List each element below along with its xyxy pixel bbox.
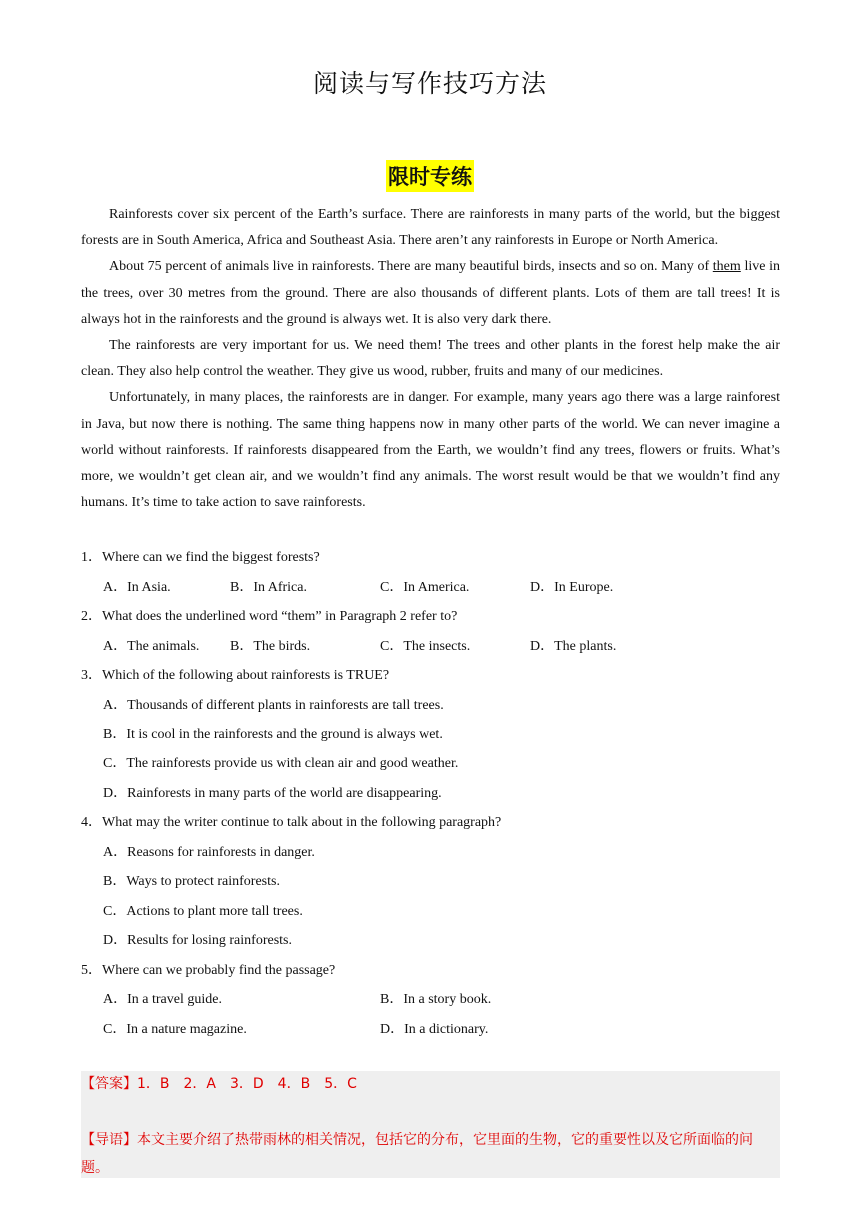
q3-option-d: D．Rainforests in many parts of the world are disappearing. xyxy=(103,786,442,801)
question-4-stem: 4．What may the writer continue to talk about in the following paragraph? xyxy=(81,815,502,830)
paragraph-2: About 75 percent of animals live in rainforests. There are many beautiful birds, insects and so on. Many of them live in the trees, over 30 metres from the ground. There are also thousands of different plants. Lots of them are tall trees! It is always hot in the rainforests and the ground is always wet. It is also very dark there. xyxy=(81,259,780,327)
q1-option-a: A．In Asia. xyxy=(103,580,171,595)
guide-text: 【导语】本文主要介绍了热带雨林的相关情况，包括它的分布，它里面的生物，它的重要性以及它所面临的问题。 xyxy=(81,1132,753,1176)
paragraph-4: Unfortunately, in many places, the rainforests are in danger. For example, many years ago there was a large rainforest in Java, but now there is nothing. The same thing happens now in many other parts of the world. We can never imagine a world without rainforests. If rainforests disappeared from the Earth, we wouldn’t find any trees, flowers or fruits. What’s more, we wouldn’t get clean air, and we wouldn’t find any animals. The worst result would be that we wouldn’t find any humans. It’s time to take action to save rainforests. xyxy=(81,390,780,511)
q5-option-c: C．In a nature magazine. xyxy=(103,1022,247,1037)
underlined-word: them xyxy=(712,259,741,275)
paragraph-1: Rainforests cover six percent of the Earth’s surface. There are rainforests in many parts of the world, but the biggest forests are in South America, Africa and Southeast Asia. There aren’t any rainforests in Europe or North America. xyxy=(81,207,780,249)
section-title: 限时专练 xyxy=(386,160,474,192)
q5-option-d: D．In a dictionary. xyxy=(380,1022,489,1037)
q4-option-d: D．Results for losing rainforests. xyxy=(103,933,292,948)
q5-option-a: A．In a travel guide. xyxy=(103,992,222,1007)
q4-option-c: C．Actions to plant more tall trees. xyxy=(103,904,303,919)
q2-option-c: C．The insects. xyxy=(380,639,471,654)
q3-option-b: B．It is cool in the rainforests and the ground is always wet. xyxy=(103,727,443,742)
q4-option-b: B．Ways to protect rainforests. xyxy=(103,874,280,889)
q3-option-a: A．Thousands of different plants in rainforests are tall trees. xyxy=(103,698,444,713)
question-5-stem: 5．Where can we probably find the passage? xyxy=(81,963,336,978)
q2-option-a: A．The animals. xyxy=(103,639,200,654)
q5-option-b: B．In a story book. xyxy=(380,992,492,1007)
q1-option-d: D．In Europe. xyxy=(530,580,614,595)
question-3-stem: 3．Which of the following about rainforests is TRUE? xyxy=(81,668,390,683)
q4-option-a: A．Reasons for rainforests in danger. xyxy=(103,845,315,860)
q1-option-c: C．In America. xyxy=(380,580,470,595)
answer-key: 【答案】1．B 2．A 3．D 4．B 5．C xyxy=(81,1076,357,1092)
q3-option-c: C．The rainforests provide us with clean air and good weather. xyxy=(103,756,459,771)
question-1-stem: 1．Where can we find the biggest forests? xyxy=(81,550,320,565)
q2-option-d: D．The plants. xyxy=(530,639,617,654)
question-2-stem: 2．What does the underlined word “them” in Paragraph 2 refer to? xyxy=(81,609,458,624)
page-title: 阅读与写作技巧方法 xyxy=(312,69,547,98)
paragraph-3: The rainforests are very important for us. We need them! The trees and other plants in the forest help make the air clean. They also help control the weather. They give us wood, rubber, fruits and many of our medicines. xyxy=(81,338,780,380)
q1-option-b: B．In Africa. xyxy=(230,580,307,595)
q2-option-b: B．The birds. xyxy=(230,639,311,654)
reading-passage xyxy=(81,202,780,516)
